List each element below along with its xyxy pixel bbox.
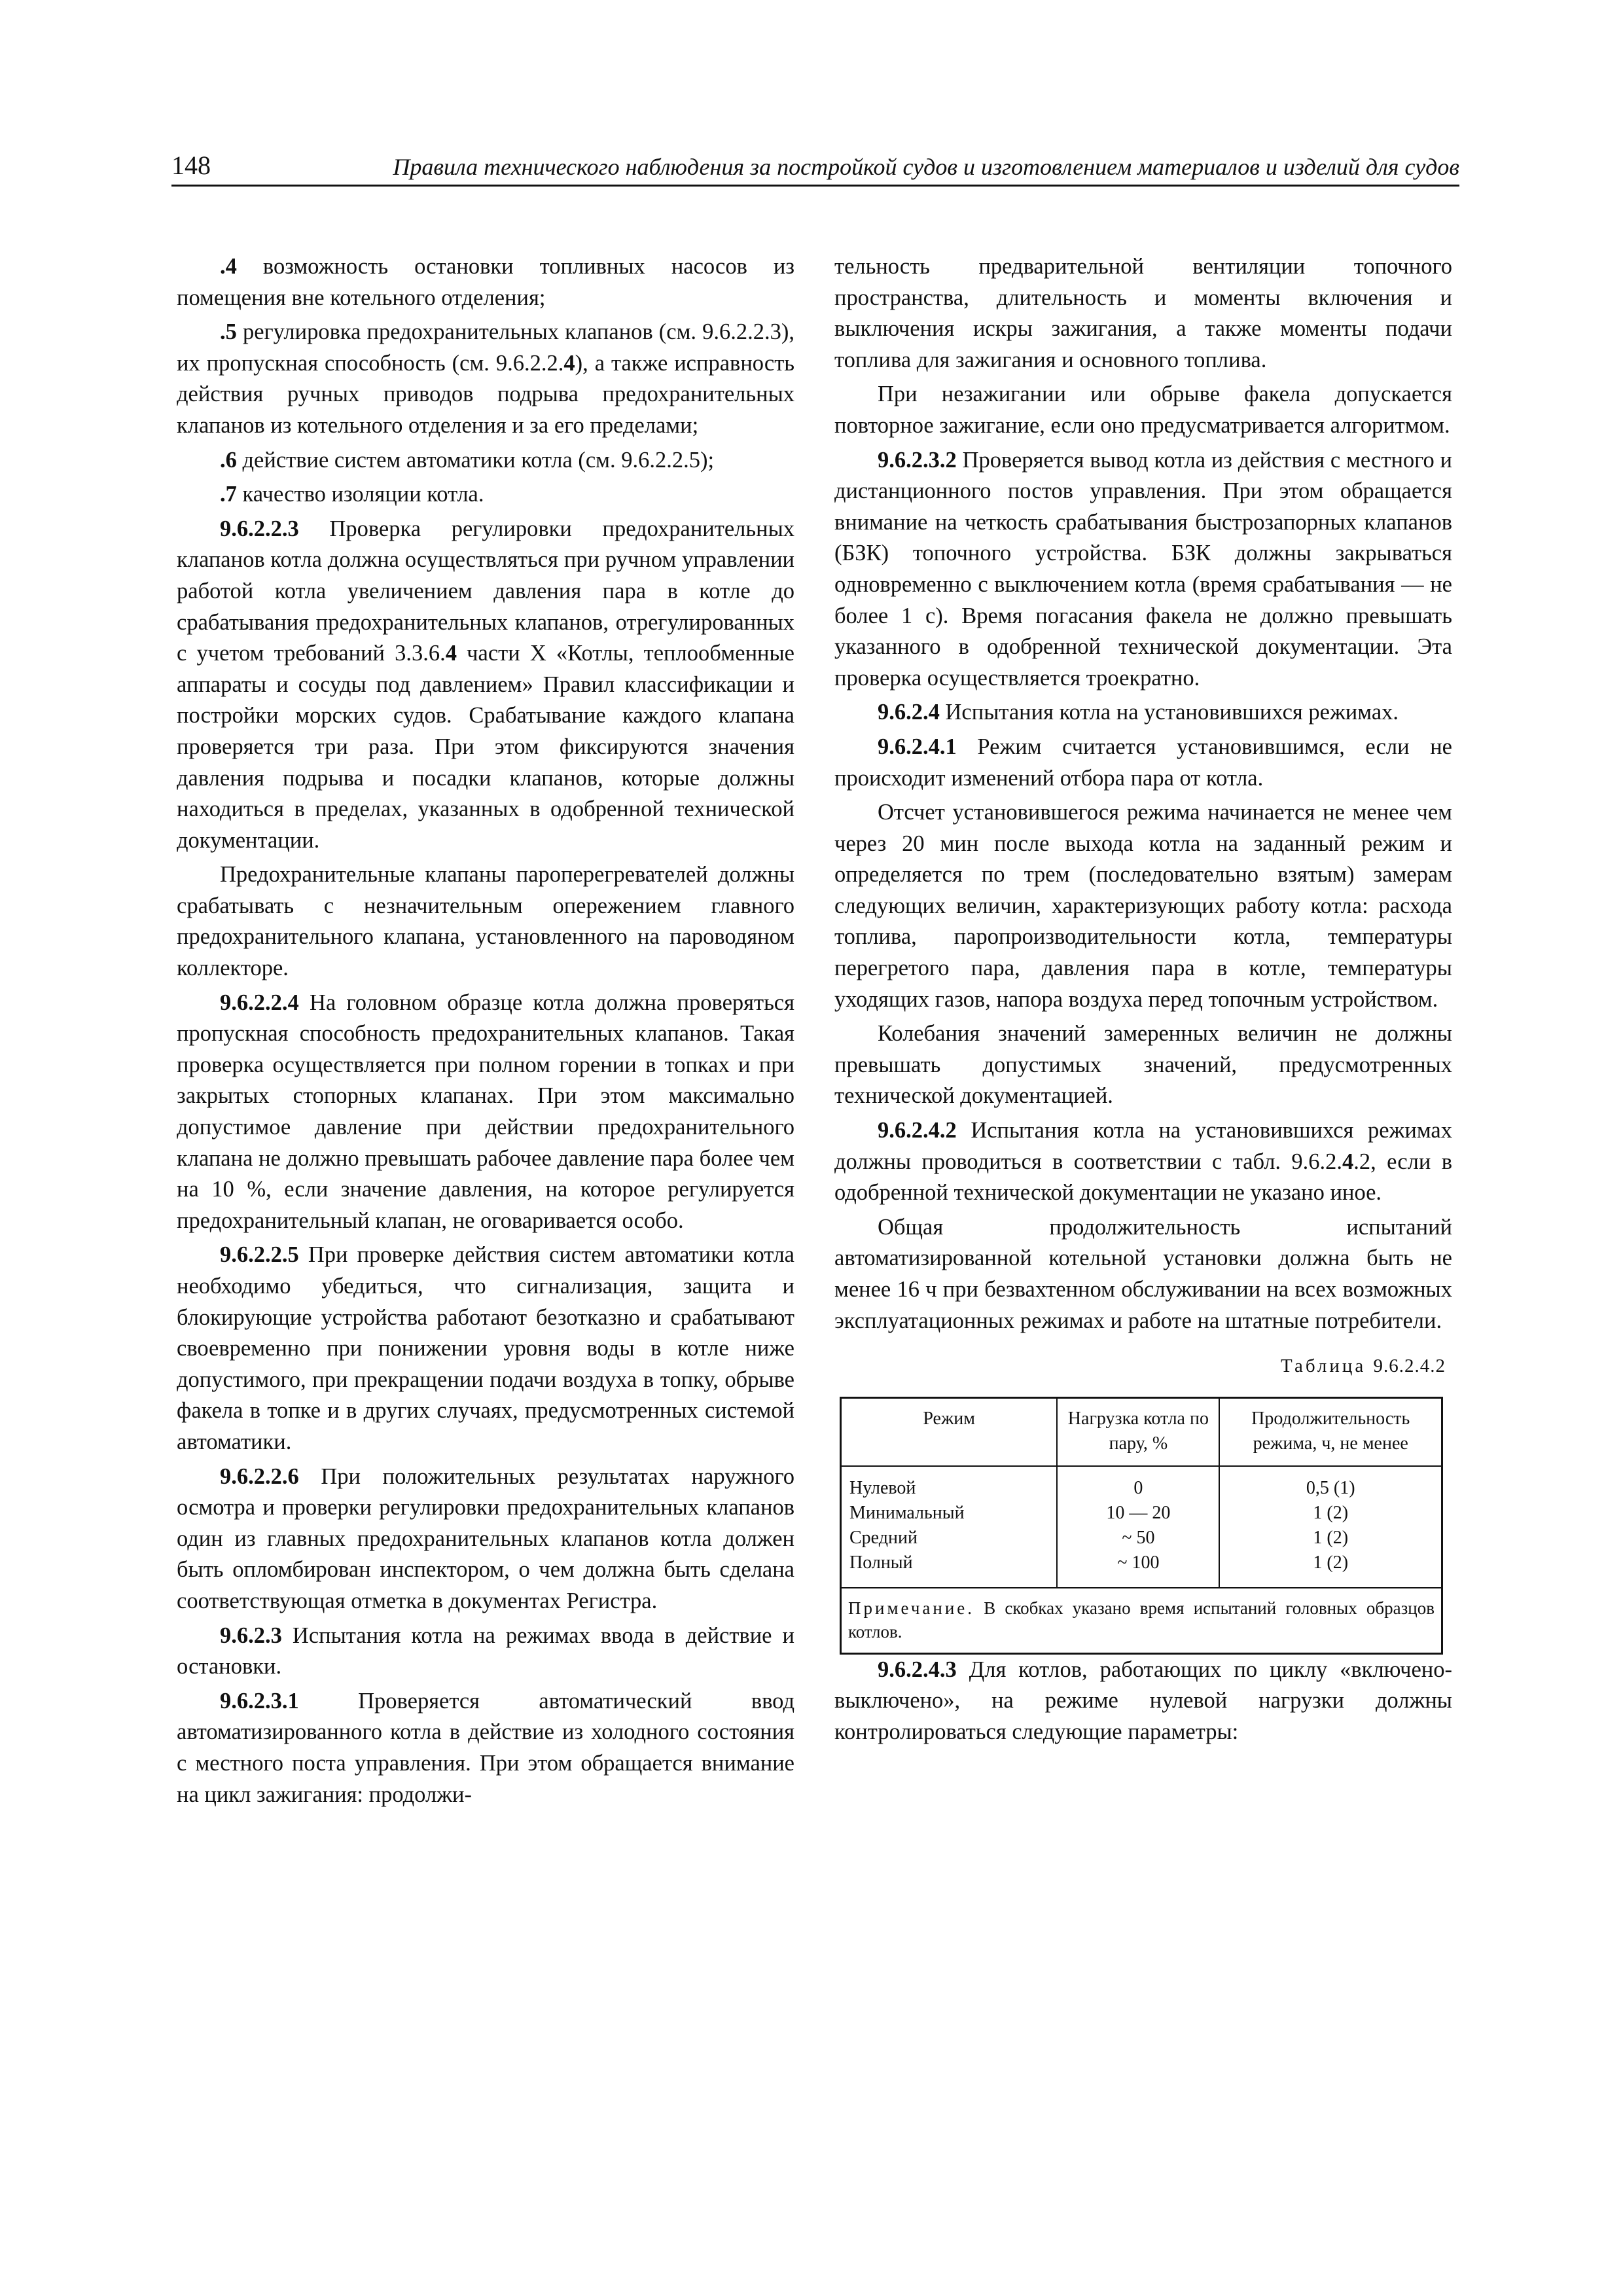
table-note: Примечание. В скобках указано время испытаний головных образцов котлов. [841,1588,1442,1654]
mode-cell: Нулевой Минимальный Средний Полный [841,1466,1058,1588]
paragraph: 9.6.2.3.2 Проверяется вывод котла из действия с местного и дистанционного постов управления. При этом обращается внимание на четкость срабатывания быстрозапорных клапанов (БЗК) топочного устройства. БЗК должны закрываться одновременно с выключением котла (время срабатывания — не более 1 с). Время погасания факела не должно превышать указанного в одобренной технической документации. Эта проверка осуществляется троекратно. [834,447,1452,691]
page-header [171,144,1459,187]
paragraph: 9.6.2.4.2 Испытания котла на установившихся режимах должны проводиться в соответствии с табл. 9.6.2.4.2, если в одобренной технической документации не указано иное. [834,1118,1452,1206]
paragraph: 9.6.2.3.1 Проверяется автоматический ввод автоматизированного котла в действие из холодного состояния с местного поста управления. При этом обращается внимание на цикл зажигания: продолжи- [177,1688,794,1807]
header-duration: Продолжительность режима, ч, не менее [1219,1397,1442,1466]
paragraph: 9.6.2.3 Испытания котла на режимах ввода в действие и остановки. [177,1623,794,1679]
paragraph: Отсчет установившегося режима начинается не менее чем через 20 мин после выхода котла на заданный режим и определяется по трем (последовательно взятым) замерам следующих величин, характеризующих работу котла: расхода топлива, паропроизводительности котла, температуры перегретого пара, давления пара в котле, температуры уходящих газов, напора воздуха перед топочным устройством. [834,800,1452,1012]
paragraph: 9.6.2.4.1 Режим считается установившимся, если не происходит изменений отбора пара от котла. [834,734,1452,791]
paragraph: 9.6.2.2.5 При проверке действия систем автоматики котла необходимо убедиться, что сигнализация, защита и блокирующие устройства работают безотказно и срабатывают своевременно при понижении уровня воды в котле ниже допустимого, при прекращении подачи воздуха в топку, обрыве факела в топке и в других случаях, предусмотренных системой автоматики. [177,1242,794,1454]
data-table [840,1397,1443,1655]
header-load: Нагрузка котла по пару, % [1057,1397,1219,1466]
load-cell: 0 10 — 20 ~ 50 ~ 100 [1057,1466,1219,1588]
right-column [834,251,1452,1748]
header-mode: Режим [841,1397,1058,1466]
paragraph: Общая продолжительность испытаний автоматизированной котельной установки должна быть не менее 16 ч при безвахтенном обслуживании на всех возможных эксплуатационных режимах и работе на штатные потребители. [834,1214,1452,1333]
table-header-row [841,1397,1442,1466]
paragraph: 9.6.2.2.4 На головном образце котла должна проверяться пропускная способность предохранительных клапанов. Такая проверка осуществляется при полном горении в топках и при закрытых стопорных клапанах. При этом максимально допустимое давление при действии предохранительного клапана не должно превышать рабочее давление пара более чем на 10 %, если значение давления, на которое регулируется предохранительный клапан, не оговаривается особо. [177,990,794,1233]
paragraph: .6 действие систем автоматики котла (см. 9.6.2.2.5); [220,447,715,473]
table-caption: Таблица 9.6.2.4.2 [1280,1355,1446,1377]
running-title: Правила технического наблюдения за постройкой судов и изготовлением материалов и изделий для судов [393,154,1459,180]
paragraph: 9.6.2.4.3 Для котлов, работающих по циклу «включено-выключено», на режиме нулевой нагрузки должны контролироваться следующие параметры: [834,1657,1452,1744]
paragraph: .5 регулировка предохранительных клапанов (см. 9.6.2.2.3), их пропускная способность (см. 9.6.2.2.4), а также исправность действия ручных приводов подрыва предохранительных клапанов из котельного отделения и за его пределами; [177,319,795,438]
duration-cell: 0,5 (1) 1 (2) 1 (2) 1 (2) [1219,1466,1442,1588]
paragraph: 9.6.2.2.6 При положительных результатах наружного осмотра и проверки регулировки предохранительных клапанов один из главных предохранительных клапанов котла должен быть опломбирован инспектором, о чем должна быть сделана соответствующая отметка в документах Регистра. [177,1463,794,1613]
left-column [177,251,794,1810]
paragraph: При незажигании или обрыве факела допускается повторное зажигание, если оно предусматривается алгоритмом. [834,382,1452,438]
paragraph: .7 качество изоляции котла. [220,482,484,507]
page-number: 148 [171,151,211,180]
paragraph: .4 возможность остановки топливных насосов из помещения вне котельного отделения; [177,254,794,310]
paragraph: тельность предварительной вентиляции топочного пространства, длительность и моменты включения и выключения искры зажигания, а также моменты подачи топлива для зажигания и основного топлива. [834,254,1452,372]
table-row [841,1466,1442,1588]
paragraph: 9.6.2.4 Испытания котла на установившихся режимах. [878,700,1399,725]
table-note-row [841,1588,1442,1654]
paragraph: Предохранительные клапаны пароперегревателей должны срабатывать с незначительным опережением главного предохранительного клапана, установленного на пароводяном коллекторе. [177,862,794,981]
paragraph: 9.6.2.2.3 Проверка регулировки предохранительных клапанов котла должна осуществляться при ручном управлении работой котла увеличением давления пара в котле до срабатывания предохранительных клапанов, отрегулированных с учетом требований 3.3.6.4 части X «Котлы, теплообменные аппараты и сосуды под давлением» Правил классификации и постройки морских судов. Срабатывание каждого клапана проверяется три раза. При этом фиксируются значения давления подрыва и посадки клапанов, которые должны находиться в пределах, указанных в одобренной технической документации. [177,516,794,853]
paragraph: Колебания значений замеренных величин не должны превышать допустимых значений, предусмотренных технической документацией. [834,1021,1452,1109]
